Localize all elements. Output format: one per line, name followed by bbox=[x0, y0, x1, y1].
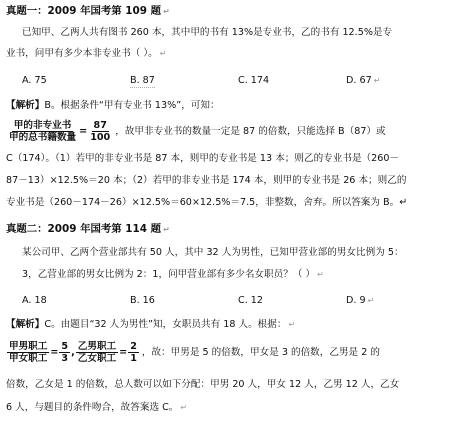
option-c: C. 12 bbox=[238, 295, 264, 306]
problem2-analysis-intro: 【解析】C。由题目“32 人为男性”知，女职员共有 18 人。根据： ↵ bbox=[6, 319, 296, 330]
problem2-title: 真题二：2009 年国考第 114 题 ↵ bbox=[6, 223, 170, 235]
fraction-ratio-1: $\frac{\text{甲男职工}}{\text{甲女职工}}$ bbox=[9, 341, 48, 364]
problem1-text-line1: 已知甲、乙两人共有图书 260 本，其中甲的书有 13%是专业书，乙的书有 12.5%是专 bbox=[22, 27, 393, 38]
problem2-text-line1: 某公司甲、乙两个营业部共有 50 人，其中 32 人为男性，已知甲营业部的男女比例为 5： bbox=[22, 247, 404, 258]
fraction-left: $\frac{\text{甲的非专业书}}{\text{甲的总书籍数量}}$ bbox=[9, 120, 77, 143]
fraction-right: $\frac{87}{100}$ bbox=[90, 120, 111, 143]
option-b: B. 87 bbox=[130, 75, 155, 86]
return-mark: ↵ bbox=[162, 7, 170, 16]
problem1-options bbox=[22, 74, 446, 88]
option-b: B. 16 bbox=[130, 295, 155, 306]
problem2-fraction-line bbox=[6, 340, 446, 370]
problem2-analysis-line3: 6 人，与题目的条件吻合，故答案选 C。 ↵ bbox=[6, 402, 188, 413]
problem1-analysis-intro: 【解析】B。根据条件“甲有专业书 13%”，可知： bbox=[6, 100, 220, 111]
problem1-analysis-line2: C（174）。（1）若甲的非专业书是 87 本，则甲的专业书是 13 本；则乙的专业书是（260－ bbox=[6, 153, 400, 164]
fraction-ratio-4: $\frac{2}{1}$ bbox=[130, 341, 137, 364]
problem1-text-line2: 业书，问甲有多少本非专业书（ ）。 ↵ bbox=[6, 48, 167, 59]
problem1-fraction-line bbox=[6, 119, 446, 147]
fraction-ratio-2: $\frac{5}{3}$ bbox=[61, 341, 69, 364]
problem1-title bbox=[6, 4, 446, 19]
option-a: A. 18 bbox=[22, 295, 47, 306]
problem2-options bbox=[22, 294, 446, 308]
problem2-text-line2: 3，乙营业部的男女比例为 2：1，问甲营业部有多少名女职员？（ ） ↵ bbox=[22, 269, 324, 280]
problem1-analysis-line3: 87－13）×12.5%＝20 本；（2）若甲的非专业书是 174 本，则甲的专业书是 26 本；则乙的 bbox=[6, 175, 407, 186]
problem1-analysis-line4: 专业书是（260－174－26）×12.5%＝60×12.5%＝7.5，非整数，舍弃。所以答案为 B。↵ bbox=[6, 197, 408, 208]
problem2-analysis-line2: 倍数，乙女是 1 的倍数，总人数可以如下分配：甲男 20 人，甲女 12 人，乙男 12 人，乙女 bbox=[6, 379, 400, 390]
option-c: C. 174 bbox=[238, 75, 270, 86]
fraction-ratio-3: $\frac{\text{乙男职工}}{\text{乙女职工}}$ bbox=[77, 341, 117, 364]
fraction-equation: $\frac{\text{甲的非专业书}}{\text{甲的总书籍数量}}$ = $\frac{87}{100}$ ，故甲非专业书的数量一定是 87 的倍数，只能选择 B（87）或 bbox=[9, 120, 386, 143]
problem1-title-text: 真题一：2009 年国考第 109 题 bbox=[6, 5, 161, 17]
option-d: D. 9 ↵ bbox=[346, 295, 375, 306]
fraction-equation: $\frac{\text{甲男职工}}{\text{甲女职工}}$ = $\frac{5}{3}$ , $\frac{\text{乙男职工}}{\text{乙女职工}}$ = $\frac{2}{1}$ ，故：甲男是 5 的倍数，甲女是 3 的倍数，乙男是 2 的 bbox=[9, 341, 380, 364]
option-d: D. 67 ↵ bbox=[346, 75, 381, 86]
option-a: A. 75 bbox=[22, 75, 47, 86]
